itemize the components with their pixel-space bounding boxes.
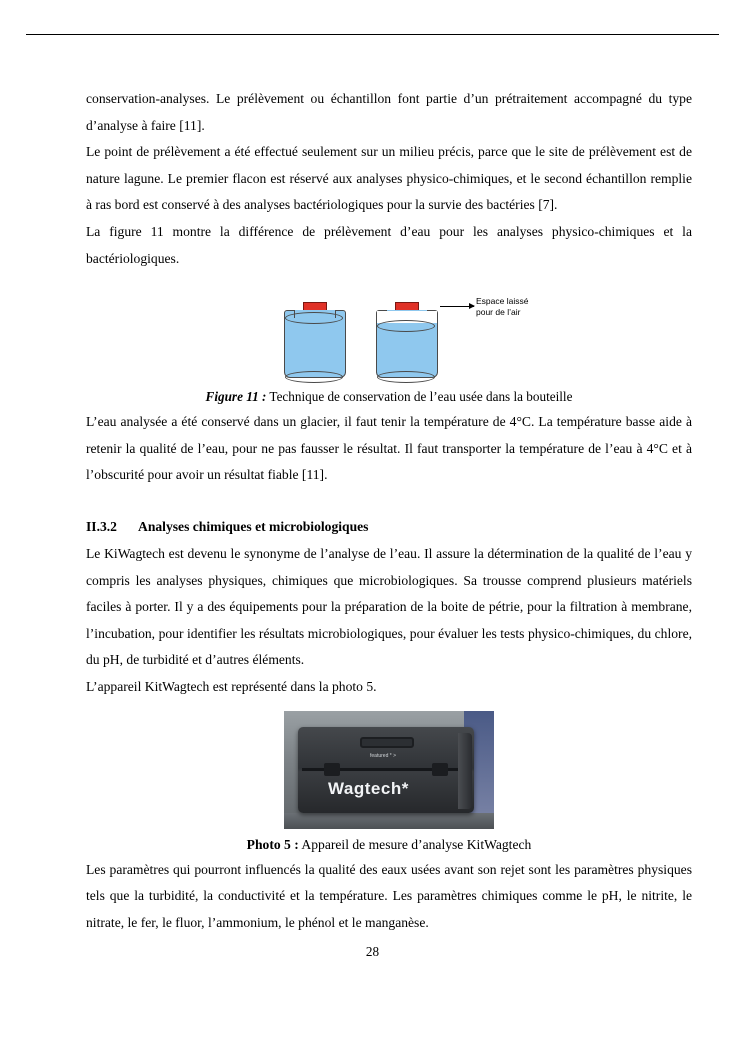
case-small-brand-text: featured * >: [370, 752, 396, 759]
air-gap-annotation: [476, 296, 528, 318]
section-title: Analyses chimiques et microbiologiques: [138, 518, 369, 534]
photo-5-image: [284, 711, 494, 829]
paragraph-photo-intro: L’appareil KitWagtech est représenté dans la photo 5.: [86, 678, 377, 694]
air-gap-annotation-line2: pour de l’air: [476, 307, 521, 318]
page-number: 28: [365, 944, 380, 959]
paragraph-conservation: conservation-analyses. Le prélèvement ou échantillon font partie d’un prétraitement accompagné du type d’analyse à faire [11].: [86, 91, 692, 133]
bottle-diagram: [264, 290, 529, 378]
photo-5-label: Photo 5 :: [246, 836, 299, 852]
case-side-panel: [458, 733, 472, 809]
paragraph-figure-intro: La figure 11 montre la différence de prélèvement d’eau pour les analyses physico-chimiques et la bactériologiques.: [86, 223, 692, 266]
paragraph-prelevement: Le point de prélèvement a été effectué seulement sur un milieu précis, parce que le site de prélèvement est de nature lagune. Le premier flacon est réservé aux analyses physico-chimiques, et le second échantillon remplie à ras bord est conservé à des analyses bactériologiques pour la survie des bactéries [7].: [86, 144, 692, 213]
annotation-arrow: [440, 306, 474, 307]
wagtech-case: [298, 727, 474, 813]
page-top-rule: [26, 34, 719, 35]
case-brand-text: Wagtech*: [328, 778, 409, 798]
bottle-bottom-ellipse: [377, 371, 435, 383]
section-heading-ii-3-2: [86, 515, 692, 539]
bottle-with-air-gap: [376, 302, 438, 378]
case-latch-right: [432, 763, 448, 776]
bottle-full: [284, 302, 346, 378]
figure-11-image: [86, 280, 692, 383]
photo-floor: [284, 813, 494, 829]
photo-5-caption: [86, 835, 692, 855]
figure-11-label: Figure 11 :: [205, 389, 267, 405]
bottle-bottom-ellipse: [285, 371, 343, 383]
case-handle: [360, 737, 414, 748]
photo-5-caption-text: Appareil de mesure d’analyse KitWagtech: [298, 836, 532, 852]
case-latch-left: [324, 763, 340, 776]
figure-11-caption-text: Technique de conservation de l’eau usée dans la bouteille: [266, 389, 573, 405]
section-number: II.3.2: [86, 518, 117, 534]
figure-11-caption: [86, 387, 692, 407]
paragraph-conservation-temperature: L’eau analysée a été conservé dans un glacier, il faut tenir la température de 4°C. La température basse aide à retenir la qualité de l’eau, pour ne pas fausser le résultat. Il faut transporter la température de l’eau à 4°C et à l’obscurité pour avoir un résultat fiable [11].: [86, 414, 692, 483]
paragraph-kiwagtech: Le KiWagtech est devenu le synonyme de l’analyse de l’eau. Il assure la détermination de la qualité de l’eau y compris les analyses physiques, chimiques que microbiologiques. Sa trousse comprend plusieurs matériels faciles à porter. Il y a des équipements pour la préparation de la boite de pétrie, pour la filtration à membrane, l’incubation, pour identifier les résultats microbiologiques, pour évaluer les tests physico-chimiques, du chlore, du pH, de turbidité et d’autres éléments.: [86, 545, 692, 668]
air-gap-annotation-line1: Espace laissé: [476, 296, 529, 307]
paragraph-parametres: Les paramètres qui pourront influencés la qualité des eaux usées avant son rejet sont les paramètres physiques tels que la turbidité, la conductivité et la température. Les paramètres chimiques comme le pH, le nitrite, le nitrate, le fer, le fluor, l’ammonium, le phénol et le manganèse.: [86, 861, 692, 930]
